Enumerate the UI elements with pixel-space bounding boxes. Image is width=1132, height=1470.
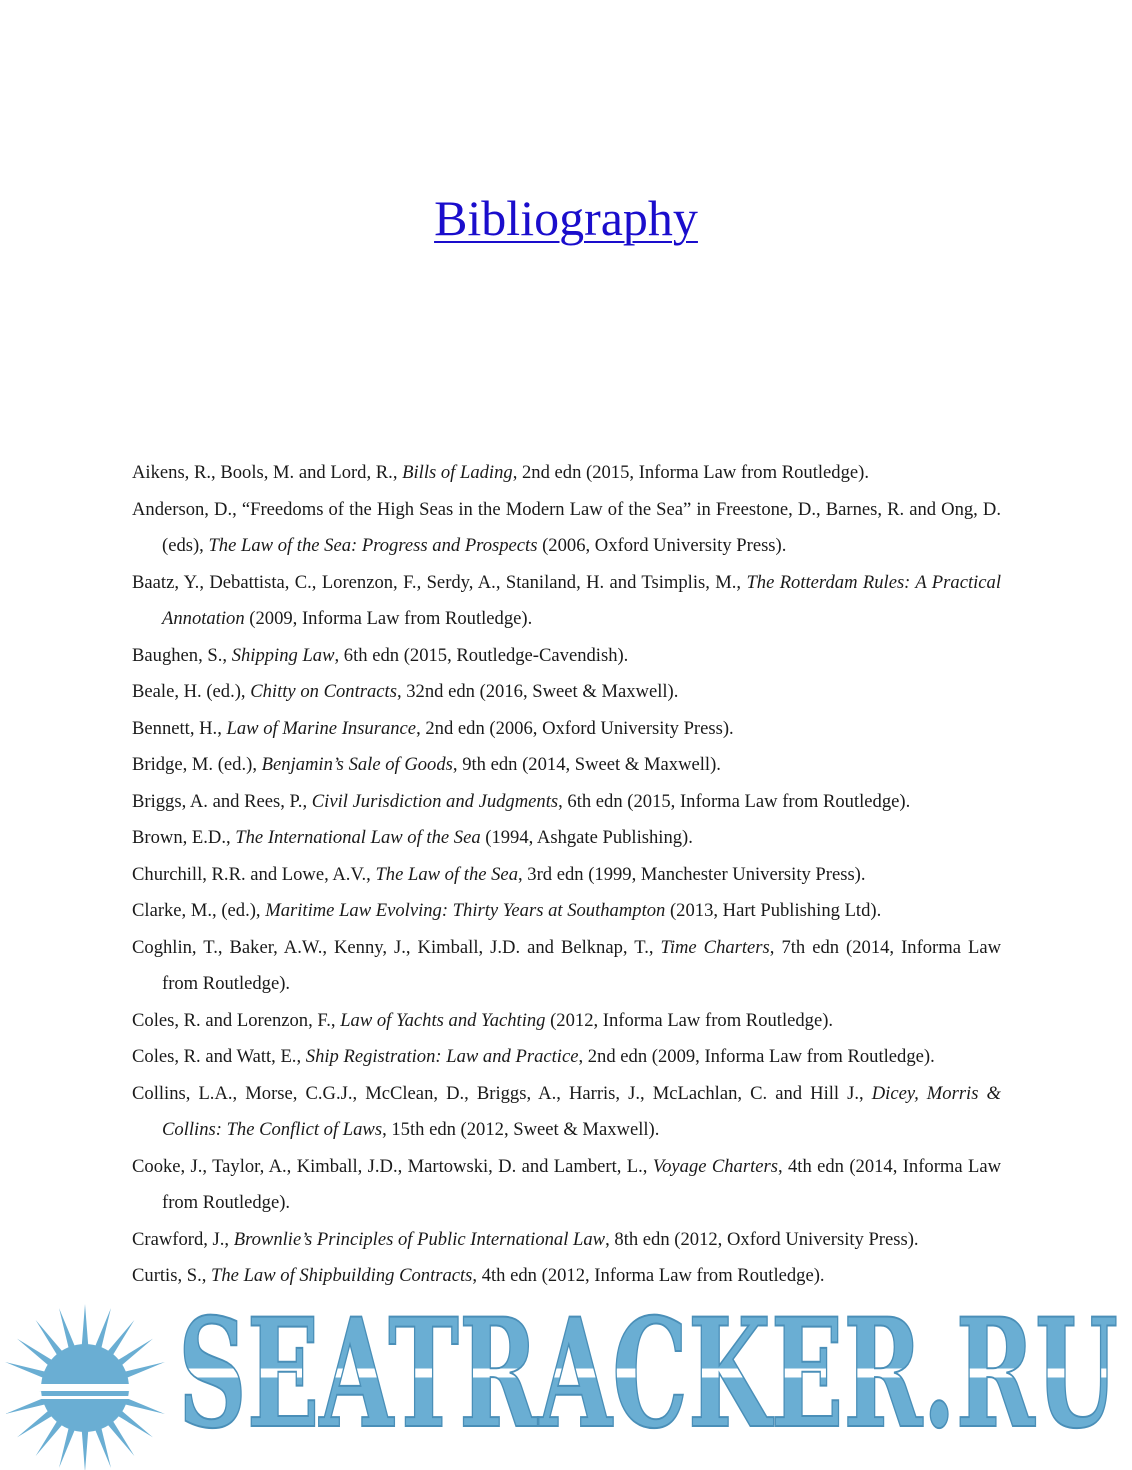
bibliography-entry: Coles, R. and Watt, E., Ship Registration: Law and Practice, 2nd edn (2009, Informa Law from Routledge). — [132, 1046, 935, 1067]
sun-ray — [94, 1425, 111, 1468]
bibliography-entry: Baatz, Y., Debattista, C., Lorenzon, F., Serdy, A., Staniland, H. and Tsimplis, M., The Rotterdam Rules: A Practical Annotation (2009, Informa Law from Routledge). — [132, 571, 1001, 629]
bibliography-entry: Anderson, D., “Freedoms of the High Seas in the Modern Law of the Sea” in Freestone, D., Barnes, R. and Ong, D. (eds), The Law of the Sea: Progress and Prospects (2006, Oxford University Press). — [132, 498, 1001, 556]
watermark-logo-text — [178, 1304, 1128, 1454]
bibliography-entry: Coghlin, T., Baker, A.W., Kenny, J., Kimball, J.D. and Belknap, T., Time Charters, 7th edn (2014, Informa Law from Routledge). — [132, 936, 1002, 994]
bibliography-entry: Beale, H. (ed.), Chitty on Contracts, 32nd edn (2016, Sweet & Maxwell). — [132, 681, 679, 702]
page-title — [0, 188, 1132, 248]
bibliography-entry: Aikens, R., Bools, M. and Lord, R., Bills of Lading, 2nd edn (2015, Informa Law from Routledge). — [132, 462, 869, 483]
bibliography-entry: Cooke, J., Taylor, A., Kimball, J.D., Martowski, D. and Lambert, L., Voyage Charters, 4th edn (2014, Informa Law from Routledge). — [132, 1155, 1001, 1213]
bibliography-entry: Baughen, S., Shipping Law, 6th edn (2015, Routledge-Cavendish). — [132, 644, 629, 666]
sun-ray — [5, 1362, 48, 1379]
sun-over-sea-icon — [0, 1300, 170, 1470]
bibliography-link[interactable]: Bibliography — [434, 190, 698, 246]
bibliography-entry: Bridge, M. (ed.), Benjamin’s Sale of Goods, 9th edn (2014, Sweet & Maxwell). — [132, 754, 721, 775]
sun-ray — [122, 1362, 165, 1379]
sun-ray — [82, 1304, 89, 1348]
bibliography-entry: Churchill, R.R. and Lowe, A.V., The Law of the Sea, 3rd edn (1999, Manchester University Press). — [132, 863, 866, 885]
sun-ray — [122, 1397, 165, 1414]
bibliography-entry: Crawford, J., Brownlie’s Principles of Public International Law, 8th edn (2012, Oxford University Press). — [132, 1228, 919, 1250]
svg-text:SEATRACKER.RU: SEATRACKER.RU — [178, 1304, 1118, 1454]
bibliography-entry: Coles, R. and Lorenzon, F., Law of Yachts and Yachting (2012, Informa Law from Routledge). — [132, 1009, 834, 1031]
sun-ray — [94, 1308, 111, 1351]
sun-ray — [5, 1397, 48, 1414]
bibliography-entry: Collins, L.A., Morse, C.G.J., McClean, D., Briggs, A., Harris, J., McLachlan, C. and Hill J., Dicey, Morris & Collins: The Conflict of Laws, 15th edn (2012, Sweet & Maxwell). — [132, 1082, 1001, 1140]
bibliography-entry: Briggs, A. and Rees, P., Civil Jurisdiction and Judgments, 6th edn (2015, Informa Law from Routledge). — [132, 790, 911, 812]
sun-ray — [82, 1428, 89, 1470]
bibliography-entry: Bennett, H., Law of Marine Insurance, 2nd edn (2006, Oxford University Press). — [132, 717, 734, 739]
sun-ray — [59, 1308, 76, 1351]
watermark — [0, 1300, 1132, 1470]
sun-ray — [59, 1425, 76, 1468]
bibliography-entry: Brown, E.D., The International Law of the Sea (1994, Ashgate Publishing). — [132, 827, 693, 848]
bibliography-entry: Clarke, M., (ed.), Maritime Law Evolving: Thirty Years at Southampton (2013, Hart Publishing Ltd). — [132, 900, 882, 921]
bibliography-list — [132, 455, 1001, 1295]
bibliography-entry: Curtis, S., The Law of Shipbuilding Contracts, 4th edn (2012, Informa Law from Routledge). — [132, 1265, 825, 1286]
